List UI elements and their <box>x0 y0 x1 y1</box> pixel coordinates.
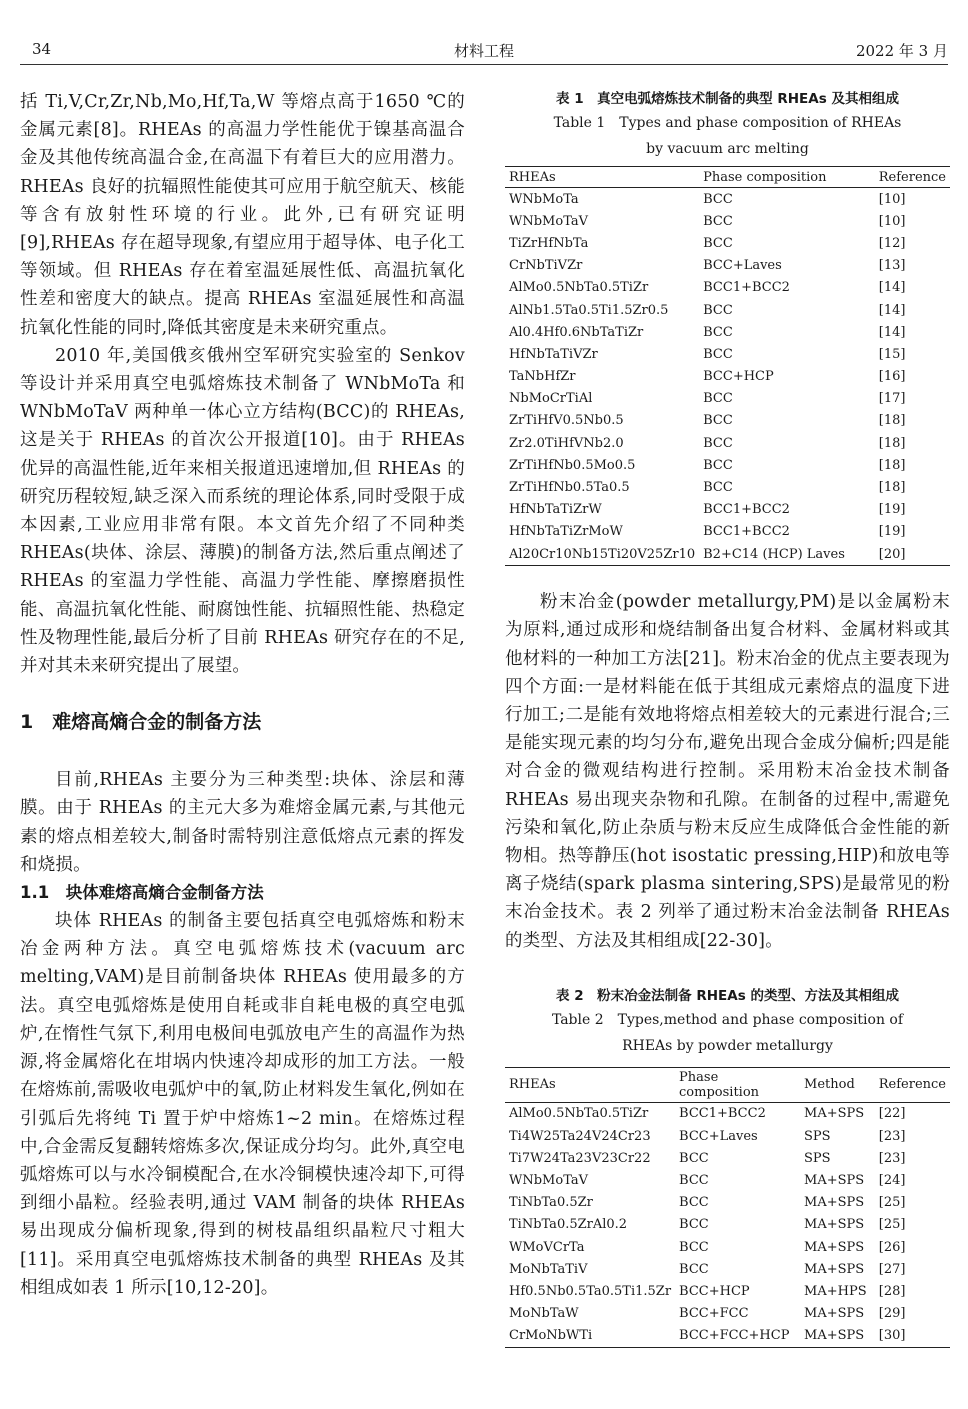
table1-row <box>505 210 950 232</box>
table2-caption <box>505 985 950 1059</box>
table2-cell: MA+SPS <box>804 1239 865 1255</box>
right-paragraph-1: 粉末冶金(powder metallurgy,PM)是以金属粉末为原料,通过成形和烧结制备出复合材料、金属材料或其他材料的一种加工方法[21]。粉末冶金的优点主要表现为四个方面:一是材料能在低于其组成元素熔点的温度下进行加工;二是能有效地将熔点相差较大的元素进行混合;三是能实现元素的均匀分布,避免出现合金成分偏析;四是能对合金的微观结构进行控制。采用粉末冶金技术制备 RHEAs 易出现夹杂物和孔隙。在制备的过程中,需避免污染和氧化,防止杂质与粉末反应生成降低合金性能的新物相。热等静压(hot isostatic pressing,HIP)和放电等离子烧结(spark plasma sintering,SPS)是最常见的粉末冶金技术。表 2 列举了通过粉末冶金法制备 RHEAs 的类型、方法及其相组成[22-30]。 <box>505 592 950 951</box>
journal-name: 材料工程 <box>453 42 514 60</box>
table2-caption-cn: 表 2 粉末冶金法制备 RHEAs 的类型、方法及其相组成 <box>556 987 899 1004</box>
table2-cell: BCC+FCC <box>679 1306 749 1322</box>
table1-cell: [18] <box>878 435 906 451</box>
table1-cell: WNbMoTa <box>509 191 579 207</box>
table1-cell: [14] <box>878 280 906 296</box>
table2-cell: MA+SPS <box>804 1195 865 1211</box>
table1-row <box>505 321 950 343</box>
table1-cell: Zr2.0TiHfVNb2.0 <box>509 435 624 451</box>
table1-row <box>505 521 950 543</box>
table1-row <box>505 388 950 410</box>
table1-cell: [16] <box>878 369 906 385</box>
table2-cell: MA+SPS <box>804 1217 865 1233</box>
table1-cell: [18] <box>878 480 906 496</box>
table2 <box>505 1067 950 1348</box>
table1-cell: BCC1+BCC2 <box>703 524 790 540</box>
table2-cell: WNbMoTaV <box>509 1172 588 1188</box>
table2-cell: BCC <box>679 1150 709 1166</box>
table2-row <box>505 1258 950 1280</box>
table2-cell: MA+SPS <box>804 1261 865 1277</box>
table1 <box>505 166 950 566</box>
table2-cell: [23] <box>878 1128 906 1144</box>
table2-cell: MA+SPS <box>804 1172 865 1188</box>
table1-cell: AlNb1.5Ta0.5Ti1.5Zr0.5 <box>509 302 669 318</box>
table2-row <box>505 1192 950 1214</box>
table1-header-reference: Reference <box>875 167 950 188</box>
table2-cell: MA+HPS <box>804 1283 867 1299</box>
table2-cell: WMoVCrTa <box>509 1239 585 1255</box>
table1-cell: [10] <box>878 213 906 229</box>
table1-cell: ZrTiHfNb0.5Mo0.5 <box>509 457 636 473</box>
table1-cell: [13] <box>878 258 906 274</box>
table2-cell: MA+SPS <box>804 1306 865 1322</box>
table1-cell: [14] <box>878 324 906 340</box>
table1-cell: BCC <box>703 191 733 207</box>
table2-cell: SPS <box>804 1128 831 1144</box>
table2-cell: BCC+FCC+HCP <box>679 1328 790 1344</box>
table1-cell: [18] <box>878 413 906 429</box>
table1-row <box>505 543 950 566</box>
table1-header-phase: Phase composition <box>699 167 875 188</box>
table2-cell: [23] <box>878 1150 906 1166</box>
left-paragraph-1: 括 Ti,V,Cr,Zr,Nb,Mo,Hf,Ta,W 等熔点高于1650 ℃的金属元素[8]。RHEAs 的高温力学性能优于镍基高温合金及其他传统高温合金,在高温下有着巨大的应用潜力。RHEAs 良好的抗辐照性能使其可应用于航空航天、核能等含有放射性环境的行业。此外,已有研究证明[9],RHEAs 存在超导现象,有望应用于超导体、电子化工等领域。但 RHEAs 存在着室温延展性低、高温抗氧化性差和密度大的缺点。提高 RHEAs 室温延展性和高温抗氧化性能的同时,降低其密度是未来研究重点。 <box>20 92 465 338</box>
table2-row <box>505 1236 950 1258</box>
table1-cell: NbMoCrTiAl <box>509 391 593 407</box>
table1-cell: TaNbHfZr <box>509 369 576 385</box>
page-header <box>20 38 948 65</box>
table1-row <box>505 499 950 521</box>
table1-row <box>505 232 950 254</box>
table2-row <box>505 1125 950 1147</box>
table2-header-rheas: RHEAs <box>505 1067 675 1102</box>
table2-cell: BCC <box>679 1261 709 1277</box>
table1-cell: ZrTiHfV0.5Nb0.5 <box>509 413 624 429</box>
right-column <box>505 88 950 1348</box>
table1-cell: [12] <box>878 235 906 251</box>
table1-cell: BCC <box>703 457 733 473</box>
table2-cell: MA+SPS <box>804 1328 865 1344</box>
table2-cell: [30] <box>878 1328 906 1344</box>
table2-cell: SPS <box>804 1150 831 1166</box>
table2-header-method: Method <box>800 1067 875 1102</box>
table2-cell: AlMo0.5NbTa0.5TiZr <box>509 1106 649 1122</box>
table1-cell: [10] <box>878 191 906 207</box>
subsection-heading: 1.1 块体难熔高熵合金制备方法 <box>20 883 264 903</box>
table1-row <box>505 410 950 432</box>
table1-cell: B2+C14 (HCP) Laves <box>703 546 845 562</box>
table1-cell: BCC1+BCC2 <box>703 280 790 296</box>
table1-cell: BCC <box>703 480 733 496</box>
table1-cell: [17] <box>878 391 906 407</box>
table1-cell: BCC+Laves <box>703 258 782 274</box>
table1-cell: BCC <box>703 391 733 407</box>
table1-cell: BCC <box>703 346 733 362</box>
table2-cell: [24] <box>878 1172 906 1188</box>
issue-date: 2022 年 3 月 <box>855 42 948 60</box>
table1-cell: Al0.4Hf0.6NbTaTiZr <box>509 324 644 340</box>
table1-caption-cn: 表 1 真空电弧熔炼技术制备的典型 RHEAs 及其相组成 <box>556 91 899 107</box>
table2-cell: [25] <box>878 1195 906 1211</box>
table2-cell: CrMoNbWTi <box>509 1328 593 1344</box>
table2-cell: [22] <box>878 1106 906 1122</box>
table1-header-rheas: RHEAs <box>505 167 699 188</box>
table2-cell: [26] <box>878 1239 906 1255</box>
table1-cell: BCC1+BCC2 <box>703 502 790 518</box>
table1-cell: [19] <box>878 524 906 540</box>
table1-cell: HfNbTaTiZrMoW <box>509 524 623 540</box>
table2-cell: BCC <box>679 1195 709 1211</box>
table2-cell: BCC+Laves <box>679 1128 758 1144</box>
table1-cell: CrNbTiVZr <box>509 258 583 274</box>
table2-cell: Ti4W25Ta24V24Cr23 <box>509 1128 651 1144</box>
table1-cell: BCC <box>703 302 733 318</box>
table1-row <box>505 255 950 277</box>
table2-cell: BCC+HCP <box>679 1283 750 1299</box>
section-heading: 1 难熔高熵合金的制备方法 <box>20 711 262 734</box>
table1-cell: TiZrHfNbTa <box>509 235 589 251</box>
table1-cell: [15] <box>878 346 906 362</box>
table1-cell: BCC <box>703 213 733 229</box>
left-column <box>20 88 465 1302</box>
table2-row <box>505 1214 950 1236</box>
table2-caption-en-line1: Table 2 Types,method and phase composition of <box>551 1011 904 1028</box>
table1-cell: BCC <box>703 435 733 451</box>
table1-cell: WNbMoTaV <box>509 213 588 229</box>
table1-row <box>505 432 950 454</box>
table2-caption-en-line2: RHEAs by powder metallurgy <box>622 1037 833 1054</box>
table2-row <box>505 1169 950 1191</box>
table1-cell: ZrTiHfNb0.5Ta0.5 <box>509 480 630 496</box>
table2-cell: BCC <box>679 1217 709 1233</box>
left-paragraph-4: 块体 RHEAs 的制备主要包括真空电弧熔炼和粉末冶金两种方法。真空电弧熔炼技术(vacuum arc melting,VAM)是目前制备块体 RHEAs 使用最多的方法。真空电弧熔炼是使用自耗或非自耗电极的真空电弧炉,在惰性气氛下,利用电极间电弧放电产生的高温作为热源,将金属熔化在坩埚内快速冷却成形的加工方法。一般在熔炼前,需吸收电弧炉中的氧,防止材料发生氧化,例如在引弧后先将纯 Ti 置于炉中熔炼1~2 min。在熔炼过程中,合金需反复翻转熔炼多次,保证成分均匀。此外,真空电弧熔炼可以与水冷铜模配合,在水冷铜模快速冷却下,可得到细小晶粒。经验表明,通过 VAM 制备的块体 RHEAs 易出现成分偏析现象,得到的树枝晶组织晶粒尺寸粗大[11]。采用真空电弧熔炼技术制备的典型 RHEAs 及其相组成如表 1 所示[10,12-20]。 <box>20 911 465 1298</box>
table1-cell: [18] <box>878 457 906 473</box>
table1-caption-en-line1: Table 1 Types and phase composition of RHEAs <box>553 115 902 131</box>
table2-cell: MoNbTaW <box>509 1306 579 1322</box>
table2-row <box>505 1325 950 1348</box>
table1-cell: [19] <box>878 502 906 518</box>
table1-cell: HfNbTaTiZrW <box>509 502 602 518</box>
table1-cell: Al20Cr10Nb15Ti20V25Zr10 <box>509 546 696 562</box>
left-paragraph-2: 2010 年,美国俄亥俄州空军研究实验室的 Senkov 等设计并采用真空电弧熔炼技术制备了 WNbMoTa 和 WNbMoTaV 两种单一体心立方结构(BCC)的 RHEAs,这是关于 RHEAs 的首次公开报道[10]。由于 RHEAs 优异的高温性能,近年来相关报道迅速增加,但 RHEAs 的研究历程较短,缺乏深入而系统的理论体系,同时受限于成本因素,工业应用非常有限。本文首先介绍了不同种类 RHEAs(块体、涂层、薄膜)的制备方法,然后重点阐述了 RHEAs 的室温力学性能、高温力学性能、摩擦磨损性能、高温抗氧化性能、耐腐蚀性能、抗辐照性能、热稳定性及物理性能,最后分析了目前 RHEAs 研究存在的不足,并对其未来研究提出了展望。 <box>20 345 465 677</box>
table1-cell: BCC+HCP <box>703 369 774 385</box>
table1-cell: [14] <box>878 302 906 318</box>
table1-caption-en-line2: by vacuum arc melting <box>646 141 809 157</box>
table1-row <box>505 454 950 476</box>
table2-row <box>505 1280 950 1302</box>
table2-cell: [28] <box>878 1283 906 1299</box>
table2-cell: Hf0.5Nb0.5Ta0.5Ti1.5Zr <box>509 1283 672 1299</box>
table2-row <box>505 1303 950 1325</box>
table2-header-phase: Phase composition <box>675 1067 800 1102</box>
table2-cell: BCC <box>679 1172 709 1188</box>
table2-header-reference: Reference <box>875 1067 950 1102</box>
table1-cell: BCC <box>703 235 733 251</box>
table1-row <box>505 299 950 321</box>
table1-row <box>505 476 950 498</box>
table2-cell: TiNbTa0.5Zr <box>509 1195 593 1211</box>
table1-cell: [20] <box>878 546 906 562</box>
table2-row <box>505 1102 950 1125</box>
table1-row <box>505 366 950 388</box>
table1-row <box>505 343 950 365</box>
table1-cell: BCC <box>703 413 733 429</box>
table2-cell: [25] <box>878 1217 906 1233</box>
left-paragraph-3: 目前,RHEAs 主要分为三种类型:块体、涂层和薄膜。由于 RHEAs 的主元大多为难熔金属元素,与其他元素的熔点相差较大,制备时需特别注意低熔点元素的挥发和烧损。 <box>20 770 465 875</box>
table1-row <box>505 188 950 211</box>
table1-cell: AlMo0.5NbTa0.5TiZr <box>509 280 649 296</box>
table2-cell: BCC1+BCC2 <box>679 1106 766 1122</box>
table1-caption <box>505 88 950 162</box>
table2-cell: MA+SPS <box>804 1106 865 1122</box>
table2-cell: [29] <box>878 1306 906 1322</box>
table1-row <box>505 277 950 299</box>
table2-cell: Ti7W24Ta23V23Cr22 <box>509 1150 651 1166</box>
page-number: 34 <box>32 40 52 58</box>
table2-cell: MoNbTaTiV <box>509 1261 588 1277</box>
table2-row <box>505 1147 950 1169</box>
table2-cell: TiNbTa0.5ZrAl0.2 <box>509 1217 628 1233</box>
table1-cell: BCC <box>703 324 733 340</box>
table2-cell: BCC <box>679 1239 709 1255</box>
table1-cell: HfNbTaTiVZr <box>509 346 598 362</box>
table2-cell: [27] <box>878 1261 906 1277</box>
